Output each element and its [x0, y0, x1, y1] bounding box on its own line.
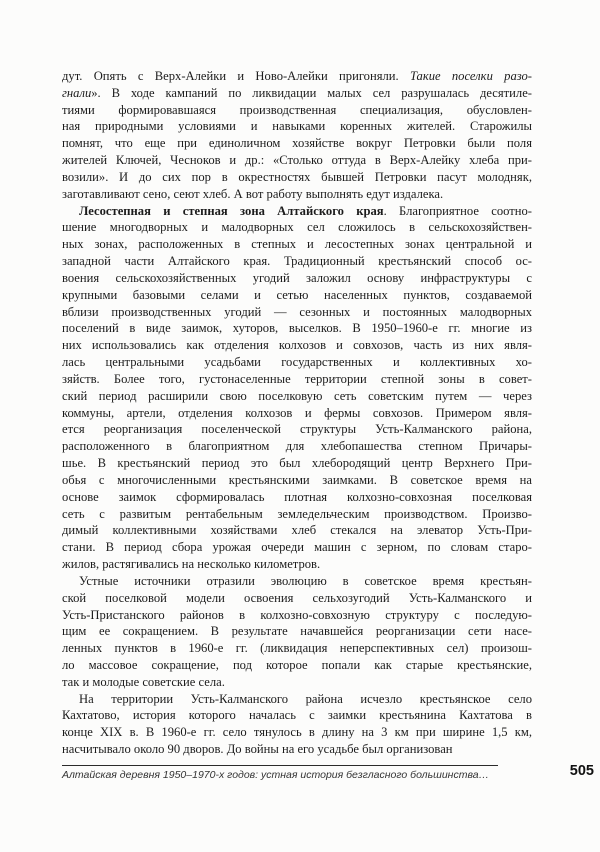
text-span: Усть-Пристанского районов в колхозно-совхозную структуру с последую- — [62, 607, 532, 622]
text-line — [62, 186, 532, 203]
text-line — [62, 85, 532, 102]
text-span: щим ее сокращением. В результате начавшейся реорганизации сети насе- — [62, 624, 532, 639]
text-span: . Благоприятное соотно- — [383, 203, 532, 218]
text-span: ных зонах, расположенных в степных и лесостепных зонах центральной и — [62, 237, 532, 252]
text-line — [62, 405, 532, 422]
paragraph — [62, 203, 532, 573]
text-line — [62, 691, 532, 708]
text-span: конце XIX в. В 1960-е гг. село тянулось в длину на 3 км при ширине 1,5 км, — [62, 725, 532, 740]
text-span: возили». И до сих пор в окрестностях бывшей Петровки пасут молодняк, — [62, 169, 532, 184]
text-line — [62, 707, 532, 724]
text-span: так и молодые советские села. — [62, 674, 225, 689]
text-line — [62, 253, 532, 270]
text-span: ». В ходе кампаний по ликвидации малых сел разрушалась десятиле- — [91, 85, 532, 100]
text-span: шье. В крестьянский период это был хлебородящий центр Верхнего При- — [62, 456, 532, 471]
text-line — [62, 354, 532, 371]
text-line — [62, 219, 532, 236]
text-line — [62, 438, 532, 455]
text-span: насчитывало около 90 дворов. До войны на его усадьбе был организован — [62, 742, 453, 757]
text-line — [62, 236, 532, 253]
text-line — [62, 455, 532, 472]
text-span: димый коллективными хозяйствами хлеб стекался на элеватор Усть-При- — [62, 523, 532, 538]
text-line — [62, 421, 532, 438]
text-line — [62, 118, 532, 135]
text-span: ло массовое сокращение, под которое попали как старые крестьянские, — [62, 657, 532, 672]
text-line — [62, 371, 532, 388]
text-span: расположенного в благоприятном для хлебопашества степном Причары- — [62, 439, 532, 454]
text-span: них использовались как отделения колхозов и совхозов, часть из них явля- — [62, 338, 532, 353]
text-span: коммуны, артели, отделения колхозов и фермы совхозов. Примером явля- — [62, 405, 532, 420]
paragraph — [62, 68, 532, 203]
text-line — [62, 674, 532, 691]
italic-text: Такие поселки разо- — [409, 69, 532, 83]
text-line — [62, 506, 532, 523]
text-span: жителей Ключей, Чесноков и др.: «Столько оттуда в Верх-Алейку хлеба при- — [62, 153, 532, 168]
text-line — [62, 623, 532, 640]
text-line — [62, 539, 532, 556]
text-line — [62, 388, 532, 405]
text-line — [62, 590, 532, 607]
text-span: заготавливают сено, сеют хлеб. А вот работу выполнять едут издалека. — [62, 186, 444, 201]
text-span: дут. Опять с Верх-Алейки и Ново-Алейки пригоняли. — [62, 69, 410, 83]
text-line — [62, 640, 532, 657]
text-line — [62, 337, 532, 354]
text-span: Устные источники отразили эволюцию в советское время крестьян- — [79, 573, 532, 588]
text-line — [62, 152, 532, 169]
text-span: стани. В период сбора урожая очереди машин с зерном, по словам старо- — [62, 540, 532, 555]
text-line — [62, 489, 532, 506]
paragraph — [62, 573, 532, 691]
text-span: зяйств. Более того, густонаселенные территории степной зоны в совет- — [62, 371, 532, 386]
text-span: воения сельскохозяйственных угодий заложил основу инфраструктуры с — [62, 270, 532, 285]
text-line — [62, 657, 532, 674]
footer-rule — [62, 765, 498, 766]
text-line — [62, 135, 532, 152]
text-span: вблизи производственных угодий — сезонных и постоянных малодворных — [62, 304, 532, 319]
text-line — [62, 522, 532, 539]
italic-text: гнали — [62, 85, 92, 100]
text-line — [62, 607, 532, 624]
text-span: основе заимок сформировалась плотная колхозно-совхозная поселковая — [62, 489, 532, 504]
text-span: ленных пунктов в 1960-е гг. (ликвидация неперспективных сел) произош- — [62, 641, 532, 656]
page-footer — [62, 763, 594, 781]
text-line — [62, 573, 532, 590]
text-line — [62, 203, 532, 220]
text-line — [62, 287, 532, 304]
text-span: шение многодворных и малодворных сел сложилось в сельскохозяйствен- — [62, 220, 532, 235]
text-span: лась центральными усадьбами государственных и коллективных хо- — [62, 355, 532, 370]
text-line — [62, 741, 532, 758]
text-span: ской поселковой модели освоения сельхозугодий Усть-Калманского и — [62, 590, 532, 605]
bold-text: Лесостепная и степная зона Алтайского края — [79, 203, 384, 218]
text-span: ется реорганизация поселенческой структуры Усть-Калманского района, — [62, 422, 532, 437]
text-line — [62, 102, 532, 119]
text-span: крупными базовыми селами и сетью населенных пунктов, создаваемой — [62, 287, 532, 302]
text-span: помнят, что еще при единоличном хозяйстве вокруг Петровки были поля — [62, 136, 532, 151]
text-line — [62, 270, 532, 287]
text-line — [62, 724, 532, 741]
page-number: 505 — [569, 763, 594, 779]
paragraph — [62, 691, 532, 758]
text-line — [62, 68, 532, 85]
text-line — [62, 169, 532, 186]
text-line — [62, 304, 532, 321]
text-span: поселений в виде заимок, хуторов, выселков. В 1950–1960-е гг. многие из — [62, 321, 532, 336]
running-title: Алтайская деревня 1950–1970-х годов: устная история безгласного большинства… — [62, 769, 490, 781]
text-span: На территории Усть-Калманского района исчезло крестьянское село — [79, 691, 532, 706]
text-span: ная природными условиями и навыками коренных жителей. Старожилы — [62, 119, 532, 134]
text-span: тиями формировавшаяся производственная специализация, обусловлен- — [62, 102, 532, 117]
text-line — [62, 556, 532, 573]
text-span: обья с многочисленными крестьянскими заимками. В советское время на — [62, 472, 532, 487]
text-span: западной части Алтайского края. Традиционный крестьянский способ ос- — [62, 254, 532, 269]
page-body — [62, 68, 532, 758]
text-span: жилов, растягивались на несколько километров. — [62, 557, 321, 572]
text-line — [62, 472, 532, 489]
text-span: ский период расширили свою поселковую сеть советским путем — через — [62, 388, 532, 403]
text-span: Кахтатово, история которого началась с заимки крестьянина Кахтатова в — [62, 708, 532, 723]
text-line — [62, 320, 532, 337]
text-span: сеть с развитым рентабельным земледельческим производством. Произво- — [62, 506, 532, 521]
